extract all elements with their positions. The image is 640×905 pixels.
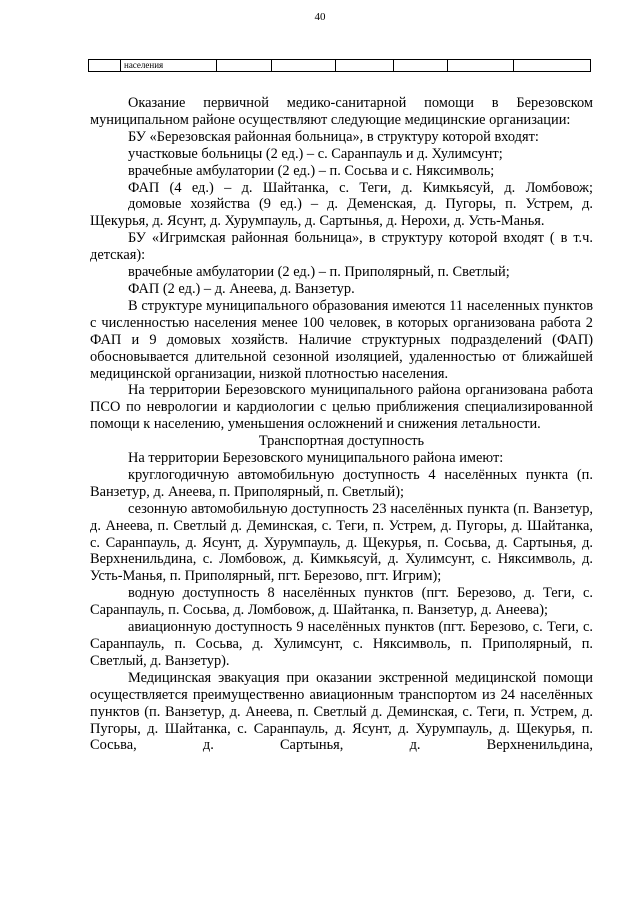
page-number: 40 [314,11,326,23]
table-cell [217,60,272,72]
paragraph: врачебные амбулатории (2 ед.) – п. Сосьва и с. Няксимволь; [128,162,495,179]
paragraph: авиационную доступность 9 населённых пунктов (пгт. Березово, с. Теги, с. Саранпауль, п. Сосьва, д. Хулимсунт, с. Няксимволь, п. Приполярный, п. Светлый, д. Ванзетур). [90,619,593,669]
paragraph: Медицинская эвакуация при оказании экстренной медицинской помощи осуществляется преимущественно авиационным транспортом из 24 населённых пунктов (п. Ванзетур, д. Анеева, п. Светлый д. Деминская, с. Теги, п. Устрем, д. Пугоры, д. Шайтанка, с. Саранпауль, д. Ясунт, д. Хурумпауль, д. Щекурья, п. Сосьва, д. Сартынья, д. Верхненильдина, [90,669,593,754]
table-fragment [88,59,591,72]
paragraph: круглогодичную автомобильную доступность 4 населённых пункта (п. Ванзетур, д. Анеева, п. Приполярный, п. Светлый); [90,466,593,500]
table-cell [394,60,448,72]
section-heading: Транспортная доступность [258,433,425,450]
paragraph: участковые больницы (2 ед.) – с. Саранпауль и д. Хулимсунт; [128,145,503,162]
table-cell [272,60,336,72]
table-row [89,60,591,72]
paragraph: водную доступность 8 населённых пунктов (пгт. Березово, д. Теги, с. Саранпауль, п. Сосьва, д. Ломбовож, д. Шайтанка, п. Ванзетур, д. Анеева); [90,585,593,619]
paragraph: Оказание первичной медико-санитарной помощи в Березовском муниципальном районе осуществляют следующие медицинские организации: [90,95,593,128]
document-body [90,95,593,754]
paragraph: ФАП (2 ед.) – д. Анеева, д. Ванзетур. [128,280,355,297]
paragraph: ФАП (4 ед.) – д. Шайтанка, с. Теги, д. Кимкьясуй, д. Ломбовож; [128,179,593,196]
paragraph: врачебные амбулатории (2 ед.) – п. Приполярный, п. Светлый; [128,264,510,281]
table-cell [89,60,121,72]
paragraph: На территории Березовского муниципального района организована работа ПСО по неврологии и кардиологии с целью приближения специализированной помощи к населению, уменьшения осложнений и снижения летальности. [90,382,593,433]
paragraph: В структуре муниципального образования имеются 11 населенных пунктов с численностью населения менее 100 человек, в которых организована работа 2 ФАП и 9 домовых хозяйств. Наличие структурных подразделений (ФАП) обосновывается длительной сезонной изоляцией, удаленностью от ближайшей медицинской организации, низкой плотностью населения. [90,297,593,382]
table-cell [448,60,514,72]
paragraph: На территории Березовского муниципального района имеют: [128,450,504,467]
table-cell [514,60,591,72]
paragraph: БУ «Игримская районная больница», в структуру которой входят ( в т.ч. детская): [90,230,593,264]
paragraph: домовые хозяйства (9 ед.) – д. Деменская, д. Пугоры, п. Устрем, д. Щекурья, д. Ясунт, д. Хурумпауль, д. Сартынья, д. Нерохи, д. Усть-Манья. [90,196,593,230]
table-cell [336,60,394,72]
paragraph: сезонную автомобильную доступность 23 населённых пункта (п. Ванзетур, д. Анеева, п. Светлый д. Деминская, с. Теги, п. Устрем, д. Пугоры, д. Шайтанка, с. Саранпауль, д. Ясунт, д. Хурумпауль, д. Щекурья, п. Сосьва, д. Сартынья, д. Верхненильдина, с. Ломбовож, д. Кимкьясуй, д. Хулимсунт, с. Няксимволь, д. Усть-Манья, п. Приполярный, пгт. Березово, пгт. Игрим); [90,500,593,585]
table-cell: населения [121,60,217,72]
paragraph: БУ «Березовская районная больница», в структуру которой входят: [128,128,539,145]
